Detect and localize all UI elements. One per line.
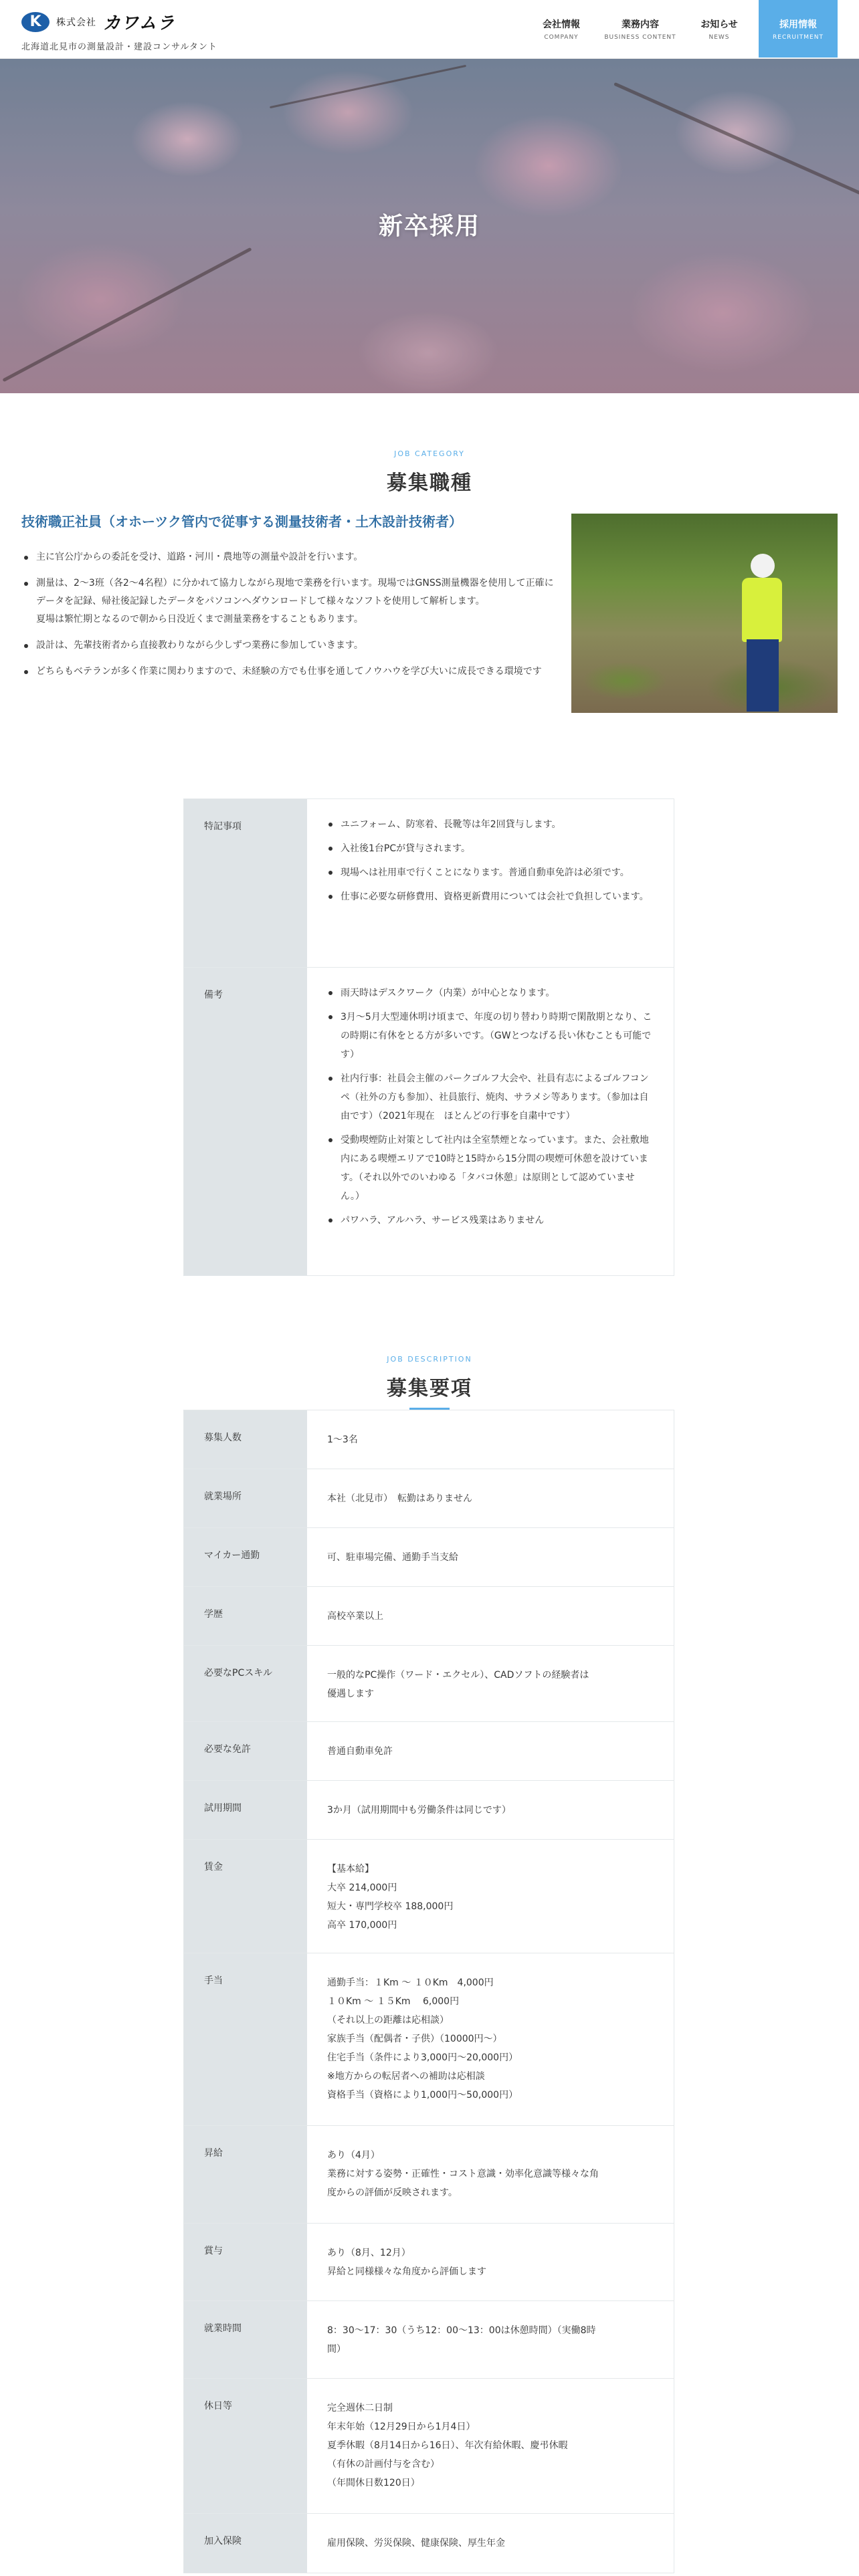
job-description-table: [183, 1410, 674, 2573]
value-line: ※地方からの転居者への補助は応相談: [327, 2071, 485, 2082]
list-item: ユニフォーム、防寒着、長靴等は年2回貸与します。: [327, 815, 654, 834]
value-line: （有休の計画付与を含む）: [327, 2459, 440, 2470]
row-value: [307, 2379, 674, 2513]
row-value: [307, 1587, 674, 1645]
value-line: 本社（北見市） 転勤はありません: [327, 1493, 472, 1504]
row-value: [307, 1646, 674, 1721]
table-row: [184, 1587, 674, 1646]
notes-table: [183, 798, 674, 1276]
value-line: 家族手当（配偶者・子供）（10000円～）: [327, 2034, 502, 2044]
row-value: [307, 2514, 674, 2573]
row-value: [307, 1953, 674, 2125]
section-title: 募集職種: [387, 471, 472, 495]
value-line: 可、駐車場完備、通勤手当支給: [327, 1552, 458, 1563]
logo-name: カワムラ: [103, 13, 175, 33]
value-line: （それ以上の距離は応相談）: [327, 2015, 449, 2026]
logo-prefix: 株式会社: [56, 17, 96, 28]
nav-business[interactable]: [601, 0, 680, 58]
table-row: [184, 1953, 674, 2126]
table-row: [184, 1469, 674, 1528]
value-line: 【基本給】: [327, 1864, 374, 1874]
logo-mark-icon: K: [21, 12, 50, 32]
list-item: 現場へは社用車で行くことになります。普通自動車免許は必須です。: [327, 863, 654, 882]
value-line: 間）: [327, 2344, 346, 2355]
row-label: 必要な免許: [184, 1722, 307, 1780]
list-item: パワハラ、アルハラ、サービス残業はありません: [327, 1211, 654, 1230]
value-line: 資格手当（資格により1,000円～50,000円）: [327, 2090, 518, 2101]
list-item: 社内行事：社員会主催のパークゴルフ大会や、社員有志によるゴルフコンペ（社外の方も参加）、社員旅行、焼肉、サラメシ等あります。（参加は自由です）（2021年現在 ほとんどの行事を自粛中です）: [327, 1069, 654, 1125]
table-row: [184, 968, 674, 1275]
nav-recruitment[interactable]: [759, 0, 838, 58]
section-title: 募集要項: [387, 1377, 472, 1400]
row-label: 特記事項: [184, 799, 307, 967]
row-value: [307, 2301, 674, 2378]
row-label: 備考: [184, 968, 307, 1275]
value-line: 8：30～17：30（うち12：00～13：00は休憩時間）（実働8時: [327, 2325, 596, 2336]
value-line: 業務に対する姿勢・正確性・コスト意識・効率化意識等様々な角: [327, 2169, 599, 2179]
logo-tagline: 北海道北見市の測量設計・建設コンサルタント: [21, 42, 217, 52]
nav-sublabel: RECRUITMENT: [773, 33, 824, 41]
table-row: [184, 799, 674, 968]
value-line: 完全週休二日制: [327, 2403, 393, 2413]
row-value: [307, 1781, 674, 1839]
nav-label: 採用情報: [779, 19, 817, 30]
value-line: 短大・専門学校卒 188,000円: [327, 1901, 454, 1912]
list-item: 仕事に必要な研修費用、資格更新費用については会社で負担しています。: [327, 887, 654, 906]
worker-helmet: [751, 554, 775, 578]
row-label: 賃金: [184, 1840, 307, 1953]
row-value: [307, 1410, 674, 1469]
row-label: 昇給: [184, 2126, 307, 2223]
nav-label: 会社情報: [543, 19, 580, 30]
section-eyebrow: JOB CATEGORY: [394, 449, 465, 458]
table-row: [184, 2379, 674, 2514]
job-points: [21, 548, 557, 689]
value-line: 年末年始（12月29日から1月4日）: [327, 2422, 476, 2432]
nav-sublabel: BUSINESS CONTENT: [604, 33, 676, 41]
row-value: [307, 1722, 674, 1780]
value-line: 夏季休暇（8月14日から16日）、年次有給休暇、慶弔休暇: [327, 2440, 568, 2451]
table-row: [184, 2126, 674, 2224]
row-label: 賞与: [184, 2224, 307, 2300]
hero-banner: [0, 59, 859, 393]
list-item: どちらもベテランが多く作業に関わりますので、未経験の方でも仕事を通してノウハウを学び大いに成長できる環境です: [21, 663, 557, 681]
list-item: 受動喫煙防止対策として社内は全室禁煙となっています。また、会社敷地内にある喫煙エリアで10時と15時から15分間の喫煙可休憩を設けています。（それ以外でのいわゆる「タバコ休憩」は原則として認めていません。）: [327, 1131, 654, 1206]
value-line: 通勤手当：１Km ～ １０Km 4,000円: [327, 1977, 494, 1988]
row-label: 就業時間: [184, 2301, 307, 2378]
logo[interactable]: [21, 9, 217, 52]
table-row: [184, 1722, 674, 1781]
value-line: 1～3名: [327, 1434, 358, 1445]
branch-decoration: [270, 65, 466, 108]
row-label: 学歴: [184, 1587, 307, 1645]
row-value: [307, 968, 674, 1275]
value-line: 一般的なPC操作（ワード・エクセル）、CADソフトの経験者は: [327, 1670, 589, 1681]
list-item: 測量は、2～3班（各2～4名程）に分かれて協力しながら現地で業務を行います。現場ではGNSS測量機器を使用して正確にデータを記録、帰社後記録したデータをパソコンへダウンロードして様々なソフトを使用して解析します。 夏場は繁忙期となるので朝から日没近くまで測量業務をすることもあります。: [21, 574, 557, 629]
surveyor-photo: [571, 514, 838, 713]
value-line: 普通自動車免許: [327, 1746, 393, 1757]
nav-sublabel: NEWS: [708, 33, 730, 41]
row-label: 募集人数: [184, 1410, 307, 1469]
worker-legs: [747, 639, 779, 712]
row-value: [307, 2126, 674, 2223]
nav-label: 業務内容: [622, 19, 659, 30]
branch-decoration: [2, 247, 252, 383]
row-value: [307, 799, 674, 967]
table-row: [184, 1528, 674, 1587]
site-header: [0, 0, 859, 59]
table-row: [184, 1840, 674, 1953]
nav-news[interactable]: [680, 0, 759, 58]
value-line: 住宅手当（条件により3,000円～20,000円）: [327, 2052, 518, 2063]
list-item: 3月～5月大型連休明け頃まで、年度の切り替わり時期で閑散期となり、この時期に有休をとる方が多いです。（GWとつなげる長い休むことも可能です）: [327, 1008, 654, 1064]
row-label: 手当: [184, 1953, 307, 2125]
nav-company[interactable]: [522, 0, 601, 58]
value-line: １０Km ～ １５Km 6,000円: [327, 1996, 460, 2007]
table-row: [184, 1410, 674, 1469]
value-line: あり（8月、12月）: [327, 2248, 411, 2258]
row-label: 必要なPCスキル: [184, 1646, 307, 1721]
value-line: 3か月（試用期間中も労働条件は同じです）: [327, 1805, 511, 1816]
row-value: [307, 2224, 674, 2300]
worker-vest: [742, 578, 782, 642]
value-line: （年間休日数120日）: [327, 2478, 420, 2488]
table-row: [184, 2224, 674, 2301]
list-item: 雨天時はデスクワーク（内業）が中心となります。: [327, 984, 654, 1002]
job-description-heading: [0, 1355, 859, 1410]
nav-sublabel: COMPANY: [544, 33, 579, 41]
row-value: [307, 1469, 674, 1527]
table-row: [184, 2514, 674, 2573]
value-line: あり（4月）: [327, 2150, 380, 2161]
value-line: 昇給と同様様々な角度から評価します: [327, 2266, 486, 2277]
list-item: 入社後1台PCが貸与されます。: [327, 839, 654, 858]
hero-title: 新卒採用: [378, 213, 480, 240]
list-item: 設計は、先輩技術者から直接教わりながら少しずつ業務に参加していきます。: [21, 637, 557, 655]
value-line: 度からの評価が反映されます。: [327, 2187, 458, 2198]
value-line: 雇用保険、労災保険、健康保険、厚生年金: [327, 2538, 505, 2549]
job-category-heading: [0, 449, 859, 496]
row-value: [307, 1528, 674, 1586]
value-line: 優遇します: [327, 1689, 374, 1699]
row-label: マイカー通勤: [184, 1528, 307, 1586]
value-line: 大卒 214,000円: [327, 1883, 397, 1893]
main-nav: [522, 0, 838, 58]
row-label: 試用期間: [184, 1781, 307, 1839]
row-value: [307, 1840, 674, 1953]
row-label: 加入保険: [184, 2514, 307, 2573]
table-row: [184, 2301, 674, 2379]
table-row: [184, 1781, 674, 1840]
row-label: 休日等: [184, 2379, 307, 2513]
value-line: 高校卒業以上: [327, 1611, 383, 1622]
value-line: 高卒 170,000円: [327, 1920, 397, 1931]
section-eyebrow: JOB DESCRIPTION: [387, 1355, 472, 1364]
job-title: 技術職正社員（オホーツク管内で従事する測量技術者・土木設計技術者）: [21, 514, 462, 530]
nav-label: お知らせ: [700, 19, 738, 30]
branch-decoration: [613, 82, 859, 199]
table-row: [184, 1646, 674, 1722]
row-label: 就業場所: [184, 1469, 307, 1527]
list-item: 主に官公庁からの委託を受け、道路・河川・農地等の測量や設計を行います。: [21, 548, 557, 566]
